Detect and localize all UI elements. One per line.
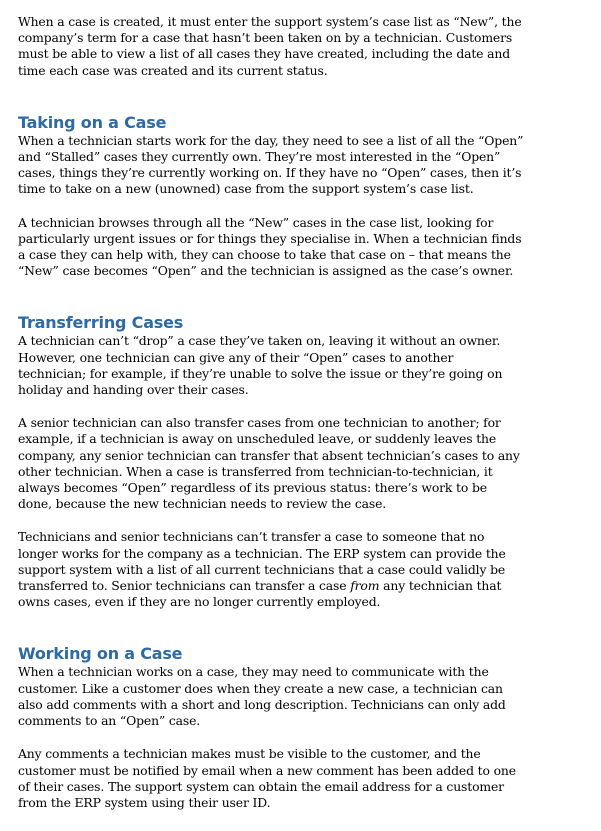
- section-working-on-a-case: [18, 644, 590, 811]
- section-transferring-cases: [18, 313, 590, 610]
- section-taking-on-a-case: [18, 113, 590, 280]
- transferring-paragraph-1: A technician can’t “drop” a case they’ve taken on, leaving it without an owner. However, one technician can give any of their “Open” cases to another technician; for example, if they’re unable to solve the issue or they’re going on holiday and handing over their cases.: [18, 333, 503, 398]
- transferring-paragraph-3-end: any technician that owns cases, even if they are no longer currently employed.: [18, 578, 502, 610]
- intro-paragraph: When a case is created, it must enter the support system’s case list as “New”, the company’s term for a case that hasn’t been taken on by a technician. Customers must be able to view a list of all cases they have created, including the date and time each case was created and its current status.: [18, 14, 522, 78]
- taking-on-paragraph-2: A technician browses through all the “New” cases in the case list, looking for particularly urgent issues or for things they specialise in. When a technician finds a case they can help with, they can choose to take that case on – that means the “New” case becomes “Open” and the technician is assigned as the case’s owner.: [18, 214, 522, 279]
- transferring-paragraph-2: A senior technician can also transfer cases from one technician to another; for example, if a technician is away on unscheduled leave, or suddenly leaves the company, any senior technician can transfer that absent technician’s cases to any other technician. When a case is transferred from technician-to-technician, it always becomes “Open” regardless of its previous status: there’s work to be done, because the new technician needs to review the case.: [18, 415, 520, 512]
- document-page: [18, 14, 590, 811]
- transferring-paragraph-3-start: Technicians and senior technicians can’t transfer a case to someone that no longer works for the company as a technician. The ERP system can provide the support system with a list of all current technicians that a case could validly be transferred to. Senior technicians can transfer a case: [18, 529, 506, 594]
- working-on-paragraph-1: When a technician works on a case, they may need to communicate with the customer. Like a customer does when they create a new case, a technician can also add comments with a short and long description. Technicians can only add comments to an “Open” case.: [18, 664, 506, 729]
- heading-working-on-a-case: Working on a Case: [18, 644, 183, 664]
- transferring-paragraph-3: [18, 529, 590, 610]
- transferring-paragraph-3-emphasis: from: [350, 578, 380, 594]
- heading-taking-on-a-case: Taking on a Case: [18, 112, 167, 132]
- taking-on-paragraph-1: When a technician starts work for the day, they need to see a list of all the “Open” and “Stalled” cases they currently own. They’re most interested in the “Open” cases, things they’re currently working on. If they have no “Open” cases, then it’s time to take on a new (unowned) case from the support system’s case list.: [18, 132, 524, 197]
- working-on-paragraph-2: Any comments a technician makes must be visible to the customer, and the customer must be notified by email when a new comment has been added to one of their cases. The support system can obtain the email address for a customer from the ERP system using their user ID.: [18, 746, 516, 810]
- heading-transferring-cases: Transferring Cases: [18, 313, 184, 333]
